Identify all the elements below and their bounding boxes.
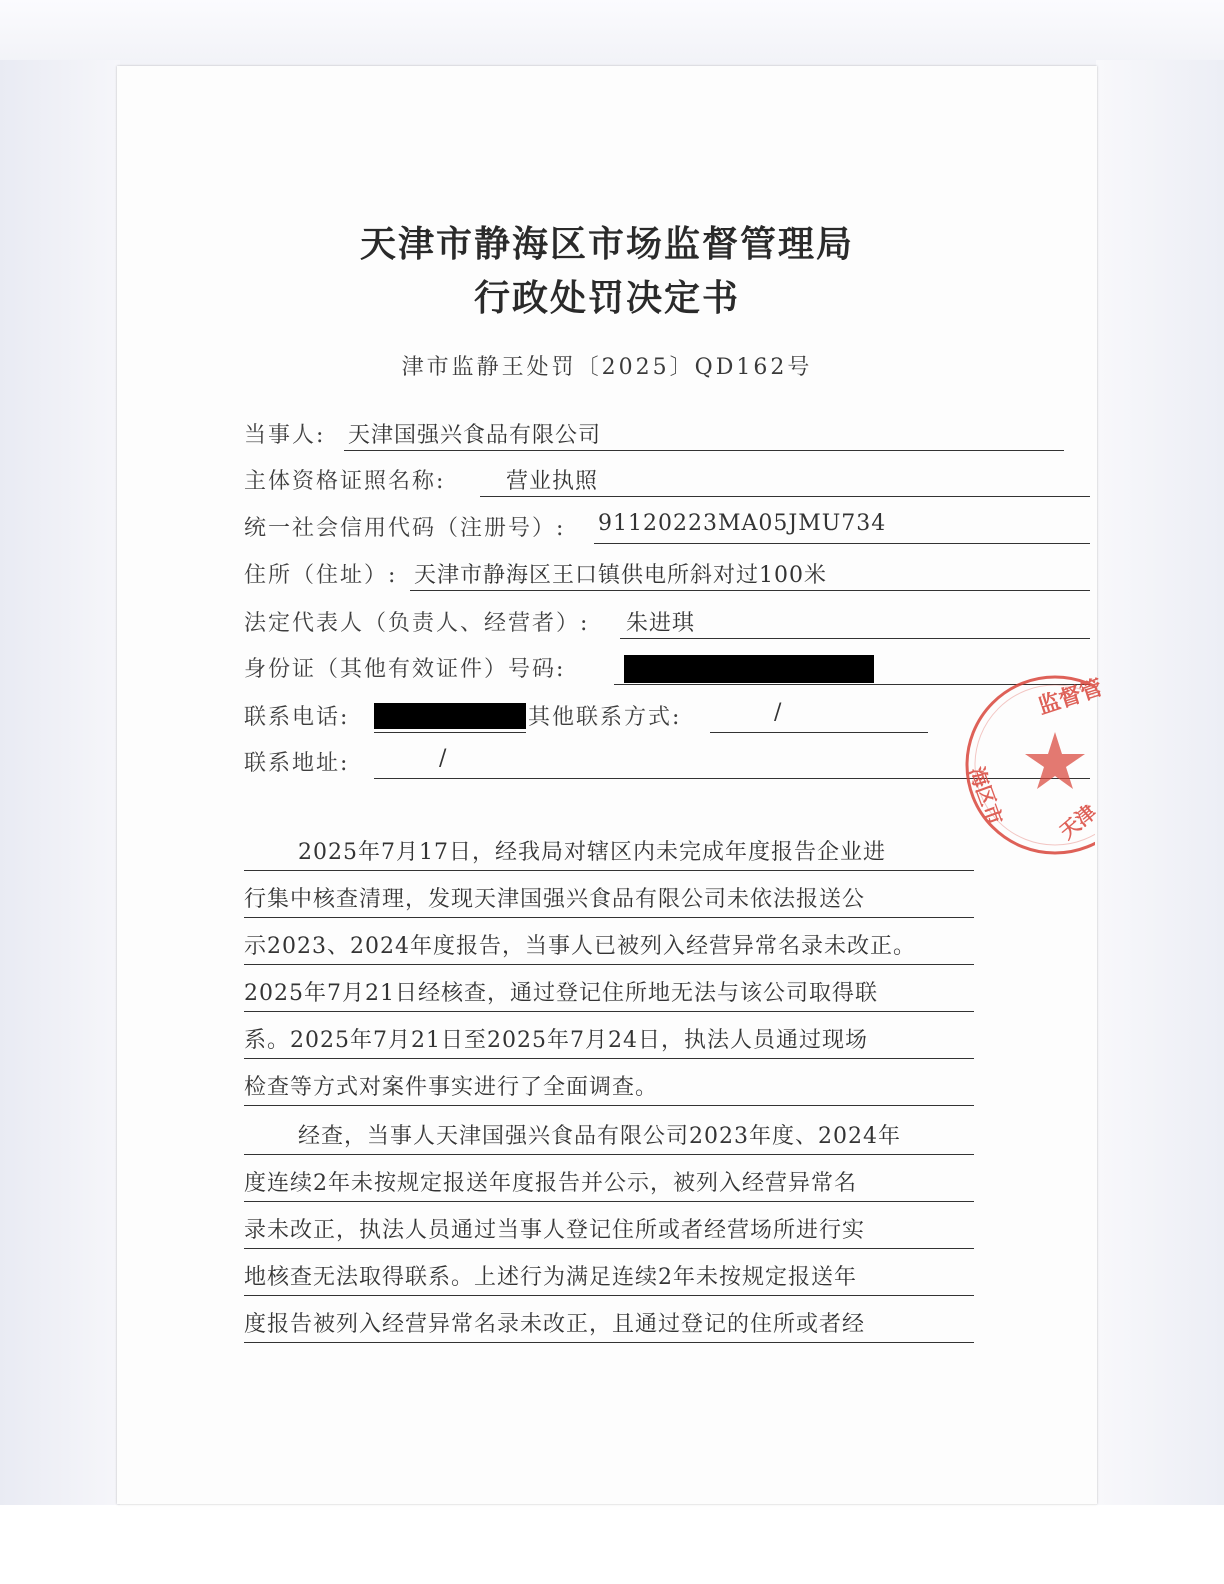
paragraph-1-line: 示2023、2024年度报告，当事人已被列入经营异常名录未改正。 (244, 930, 974, 965)
document-number: 津市监静王处罚〔2025〕QD162号 (401, 355, 813, 380)
paragraph-1-line: 系。2025年7月21日至2025年7月24日，执法人员通过现场 (244, 1024, 974, 1059)
contact-addr-value: / (439, 746, 448, 771)
address-value: 天津市静海区王口镇供电所斜对过100米 (414, 563, 827, 588)
document-sheet (117, 66, 1106, 1504)
background-right (1096, 60, 1224, 1505)
credit-label: 统一社会信用代码（注册号）: (244, 516, 566, 541)
other-contact-underline (710, 732, 928, 733)
license-label: 主体资格证照名称: (244, 469, 446, 494)
document-title-line1: 天津市静海区市场监督管理局 (359, 223, 854, 265)
svg-text:监督管: 监督管 (1034, 674, 1106, 720)
field-legal-rep (244, 606, 696, 640)
id-label: 身份证（其他有效证件）号码: (244, 657, 566, 682)
license-underline (480, 496, 1090, 497)
official-seal (963, 670, 1115, 860)
other-contact-value: / (774, 700, 783, 725)
id-redaction (624, 655, 874, 683)
contact-addr-label: 联系地址: (244, 751, 350, 776)
other-contact-label: 其他联系方式: (528, 705, 682, 730)
field-id-number (244, 652, 565, 686)
phone-redaction (374, 703, 526, 729)
rep-value: 朱进琪 (626, 611, 696, 636)
paragraph-1-line: 2025年7月17日，经我局对辖区内未完成年度报告企业进 (244, 836, 974, 871)
phone-underline (374, 732, 526, 733)
party-label: 当事人: (244, 423, 326, 448)
paragraph-2-line: 度报告被列入经营异常名录未改正，且通过登记的住所或者经 (244, 1308, 974, 1343)
address-underline (410, 590, 1090, 591)
background-left (0, 60, 120, 1505)
paragraph-1 (244, 836, 974, 1136)
license-value: 营业执照 (506, 469, 599, 494)
rep-label: 法定代表人（负责人、经营者）: (244, 611, 590, 636)
paragraph-2-line: 度连续2年未按规定报送年度报告并公示，被列入经营异常名 (244, 1167, 974, 1202)
party-underline (344, 450, 1064, 451)
paragraph-2 (244, 1120, 974, 1370)
paragraph-2-line: 录未改正，执法人员通过当事人登记住所或者经营场所进行实 (244, 1214, 974, 1249)
credit-underline (594, 543, 1090, 544)
paragraph-1-line: 2025年7月21日经核查，通过登记住所地无法与该公司取得联 (244, 977, 974, 1012)
field-contact-address (244, 746, 448, 780)
party-value: 天津国强兴食品有限公司 (348, 423, 602, 448)
svg-text:天津: 天津 (1054, 799, 1101, 844)
paragraph-1-line: 检查等方式对案件事实进行了全面调查。 (244, 1071, 974, 1106)
svg-text:海区市: 海区市 (964, 763, 1008, 829)
field-license (244, 464, 599, 498)
paragraph-2-line: 经查，当事人天津国强兴食品有限公司2023年度、2024年 (244, 1120, 974, 1155)
field-address (244, 558, 827, 592)
background-top (0, 0, 1224, 70)
field-credit-code (244, 511, 887, 545)
background-bottom (0, 1505, 1224, 1584)
paragraph-2-line: 地核查无法取得联系。上述行为满足连续2年未按规定报送年 (244, 1261, 974, 1296)
field-party (244, 418, 602, 452)
paragraph-1-line: 行集中核查清理，发现天津国强兴食品有限公司未依法报送公 (244, 883, 974, 918)
address-label: 住所（住址）: (244, 563, 398, 588)
credit-value: 91120223MA05JMU734 (598, 511, 887, 536)
document-title-line2: 行政处罚决定书 (473, 277, 740, 319)
rep-underline (620, 638, 1090, 639)
phone-label: 联系电话: (244, 705, 350, 730)
field-phone (244, 700, 1064, 734)
